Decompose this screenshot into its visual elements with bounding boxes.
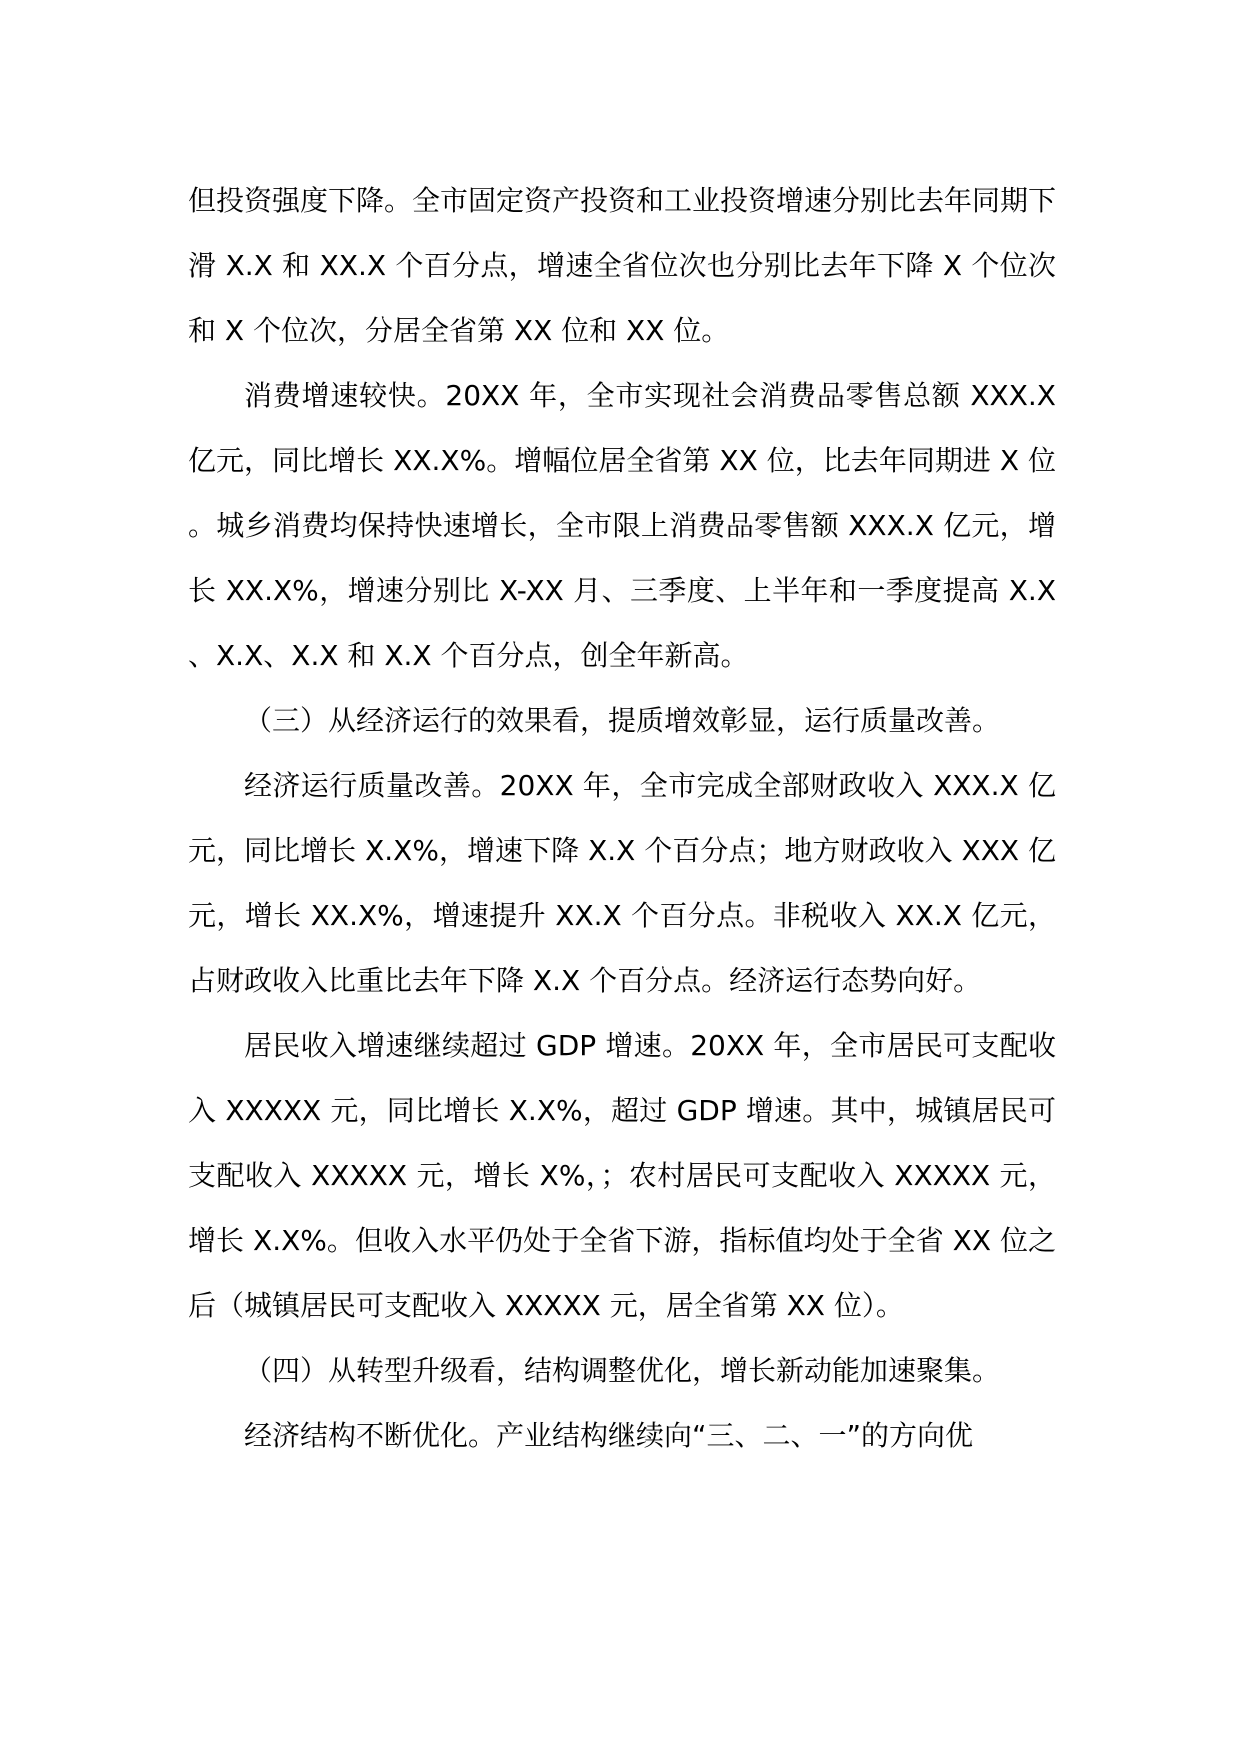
paragraph-economic-structure: 经济结构不断优化。产业结构继续向“三、二、一”的方向优: [244, 1419, 974, 1452]
paragraph-resident-income: 居民收入增速继续超过 GDP 增速。20XX 年，全市居民可支配收入 XXXXX 元，同比增长 X.X%，超过 GDP 增速。其中，城镇居民可支配收入 XXXXX 元，增长 X%，；农村居民可支配收入 XXXXX 元，增长 X.X%。但收入水平仍处于全省下游，指标值均处于全省 XX 位之后（城镇居民可支配收入 XXXXX 元，居全省第 XX 位）。: [188, 1029, 1056, 1322]
section-heading-three: （三）从经济运行的效果看，提质增效彰显，运行质量改善。: [244, 704, 1001, 737]
paragraph-economic-quality: 经济运行质量改善。20XX 年，全市完成全部财政收入 XXX.X 亿元，同比增长 X.X%，增速下降 X.X 个百分点；地方财政收入 XXX 亿元，增长 XX.X%，增速提升 XX.X 个百分点。非税收入 XX.X 亿元，占财政收入比重比去年下降 X.X 个百分点。经济运行态势向好。: [188, 769, 1056, 997]
paragraph-investment-continuation: 但投资强度下降。全市固定资产投资和工业投资增速分别比去年同期下滑 X.X 和 XX.X 个百分点，增速全省位次也分别比去年下降 X 个位次和 X 个位次，分居全省第 XX 位和 XX 位。: [188, 184, 1057, 347]
document-body: [188, 168, 1056, 1468]
paragraph-consumption: 消费增速较快。20XX 年，全市实现社会消费品零售总额 XXX.X 亿元，同比增长 XX.X%。增幅位居全省第 XX 位，比去年同期进 X 位。城乡消费均保持快速增长，全市限上消费品零售额 XXX.X 亿元，增长 XX.X%，增速分别比 X-XX 月、三季度、上半年和一季度提高 X.X、X.X、X.X 和 X.X 个百分点，创全年新高。: [188, 379, 1056, 672]
section-heading-four: （四）从转型升级看，结构调整优化，增长新动能加速聚集。: [244, 1354, 1001, 1387]
